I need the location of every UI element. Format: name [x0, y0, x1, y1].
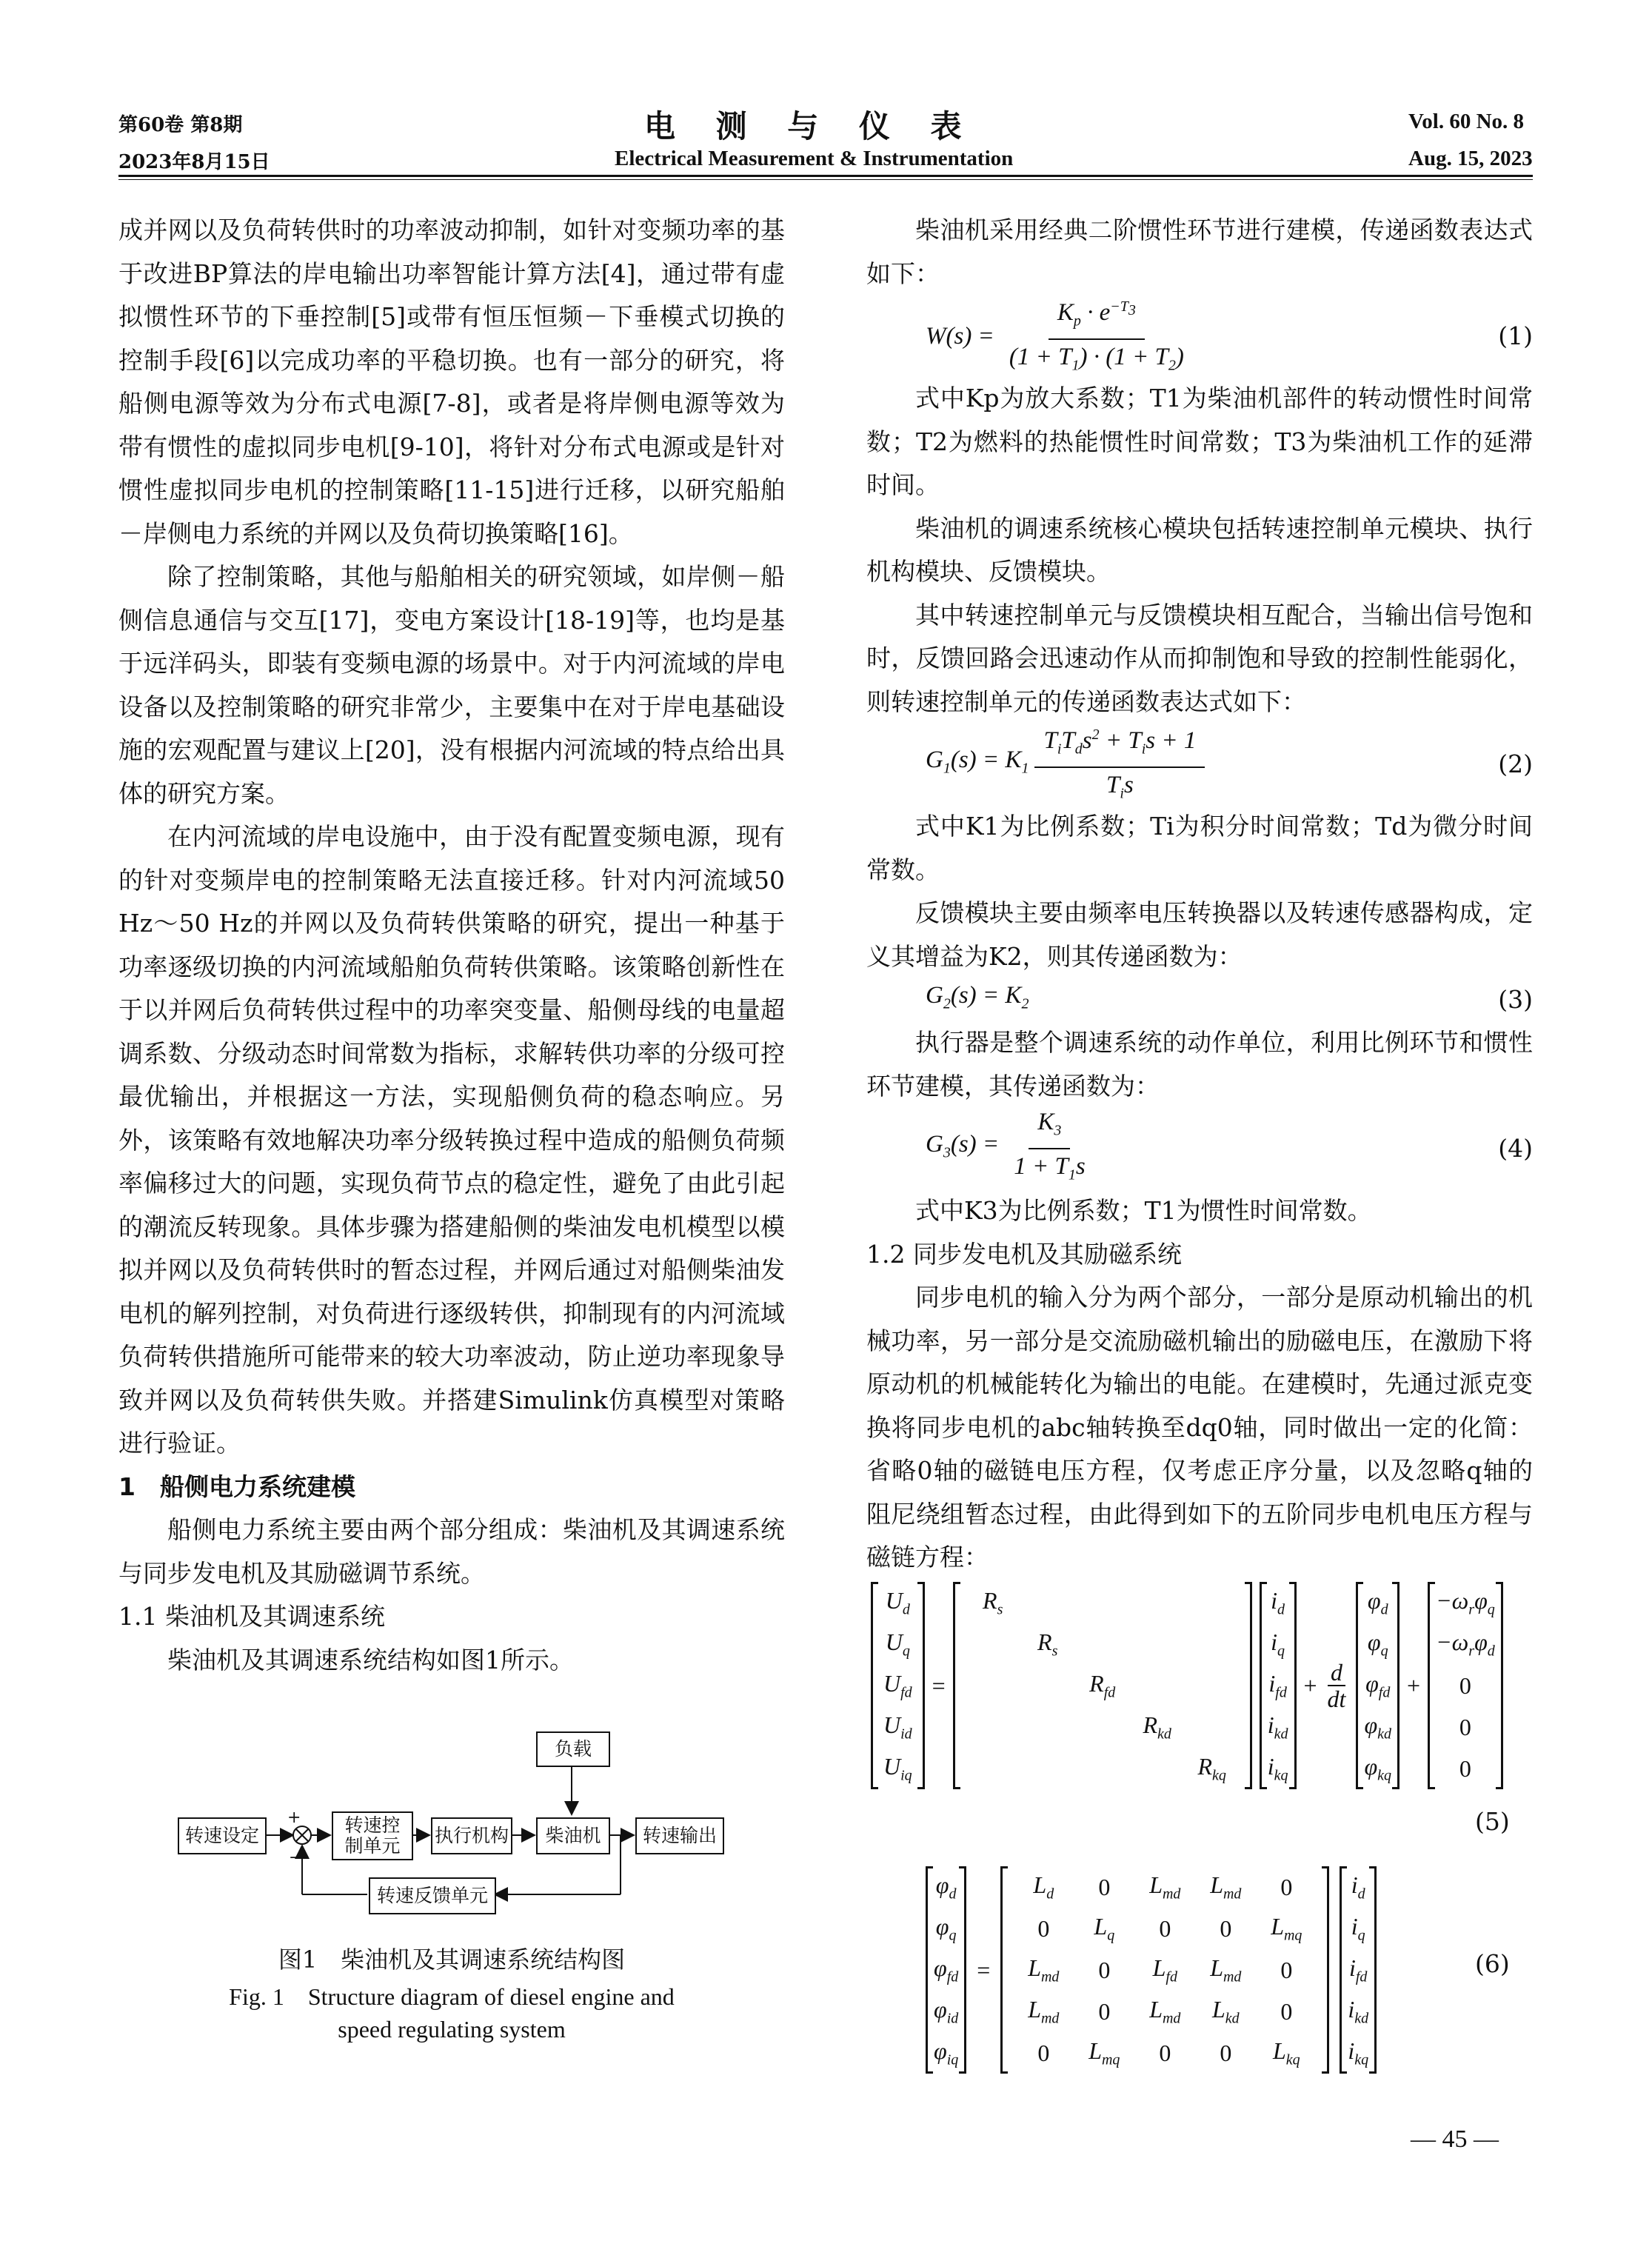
journal-vol-en: Vol. 60 No. 8 — [1408, 110, 1525, 133]
eq6-inductance-matrix: $L_d$ 0 $L_{md}$ $L_{md}$ 0 0 $L_q$ 0 0 $L_{mq}$ $L_{md}$ 0 $L_{fd}$ $L_{md}$ 0 $L_{md}$ 0 $L_{md}$ $L_{kd}$ 0 0 $L_{mq}$ 0 0 $L_{kq}$ — [1000, 1866, 1329, 2074]
paragraph: 式中Kp为放大系数；T1为柴油机部件的转动惯性时间常数；T2为燃料的热能惯性时间常数；T3为柴油机工作的延滞时间。 — [866, 384, 1533, 499]
eq2-num: $T_iT_ds^2 + T_is + 1$ — [1034, 718, 1205, 768]
equation-3 — [866, 978, 1533, 1021]
figure-caption-cn: 图1 柴油机及其调速系统结构图 — [278, 1946, 626, 1974]
page-number: — 45 — — [1411, 2125, 1499, 2153]
equation-6 — [926, 1851, 1488, 2088]
paragraph: 式中K1为比例系数；Ti为积分时间常数；Td为微分时间常数。 — [866, 812, 1533, 884]
sum-plus-sign: + — [287, 1809, 301, 1827]
eq2-number: (2) — [1498, 749, 1533, 778]
eq1-num: $K_p \cdot e^{-T_3}$ — [1049, 290, 1145, 340]
left-column — [118, 209, 785, 1682]
eq1-den: $(1 + T_1) \cdot (1 + T_2)$ — [1009, 344, 1184, 374]
eq6-flux-vector: $\varphi_d$ $\varphi_q$ $\varphi_{fd}$ $\varphi_{id}$ $\varphi_{iq}$ — [926, 1866, 966, 2074]
paragraph: 式中K3为比例系数；T1为惯性时间常数。 — [915, 1196, 1372, 1225]
eq5-current-vector: $i_d$ $i_q$ $i_{fd}$ $i_{kd}$ $i_{kq}$ — [1260, 1582, 1297, 1789]
eq5-derivative: $\frac{d}{dt}$ — [1327, 1659, 1346, 1712]
eq6-equals: = — [977, 1956, 991, 1983]
equation-1 — [866, 295, 1533, 377]
equation-4 — [866, 1108, 1533, 1189]
eq6-number: (6) — [1475, 1949, 1510, 1978]
box-speed-output: 转速输出 — [635, 1817, 724, 1854]
eq3-body: $G_2(s) = K_2$ — [926, 981, 1029, 1012]
eq4-lhs: $G_3(s)$ = — [926, 1130, 1000, 1161]
eq3-number: (3) — [1498, 984, 1533, 1014]
figure-caption-en-2: speed regulating system — [338, 2016, 566, 2043]
right-column — [866, 209, 1533, 1580]
box-ctrl-line2: 制单元 — [344, 1835, 401, 1857]
eq4-num: $K_3$ — [1029, 1105, 1070, 1149]
eq5-equals: = — [932, 1671, 946, 1699]
eq2-den: $T_is$ — [1106, 772, 1134, 802]
paragraph: 柴油机及其调速系统结构如图1所示。 — [167, 1645, 574, 1674]
journal-date-en: Aug. 15, 2023 — [1408, 147, 1533, 170]
paragraph: 柴油机采用经典二阶惯性环节进行建模，传递函数表达式如下： — [866, 216, 1533, 288]
paragraph: 同步电机的输入分为两个部分，一部分是原动机输出的机械功率，另一部分是交流励磁机输出的励磁电压，在激励下将原动机的机械能转化为输出的电能。在建模时，先通过派克变换将同步电机的abc轴转换至dq0轴，同时做出一定的化简：省略0轴的磁链电压方程，仅考虑正序分量，以及忽略q轴的阻尼绕组暂态过程，由此得到如下的五阶同步电机电压方程与磁链方程： — [866, 1283, 1533, 1572]
eq5-plus-2: + — [1407, 1671, 1421, 1699]
eq4-den: $1 + T_1s$ — [1014, 1153, 1086, 1183]
eq1-number: (1) — [1498, 321, 1533, 350]
eq1-lhs: W(s) = — [926, 322, 994, 350]
eq5-speed-vector: $-\omega_r\varphi_q$ $-\omega_r\varphi_d$ 0 0 0 — [1428, 1582, 1503, 1789]
section-heading: 1 船侧电力系统建模 — [118, 1472, 355, 1501]
box-speed-setting: 转速设定 — [178, 1817, 267, 1854]
eq6-current-vector: $i_d$ $i_q$ $i_{fd}$ $i_{kd}$ $i_{kq}$ — [1340, 1866, 1377, 2074]
paragraph: 船侧电力系统主要由两个部分组成：柴油机及其调速系统与同步发电机及其励磁调节系统。 — [118, 1515, 785, 1588]
box-load: 负载 — [536, 1731, 610, 1767]
header-rule-thin — [118, 179, 1533, 180]
paragraph: 成并网以及负荷转供时的功率波动抑制，如针对变频功率的基于改进BP算法的岸电输出功率智能计算方法[4]，通过带有虚拟惯性环节的下垂控制[5]或带有恒压恒频－下垂模式切换的控制手段[6]以完成功率的平稳切换。也有一部分的研究，将船侧电源等效为分布式电源[7-8]，或者是将岸侧电源等效为带有惯性的虚拟同步电机[9-10]，将针对分布式电源或是针对惯性虚拟同步电机的控制策略[11-15]进行迁移，以研究船舶－岸侧电力系统的并网以及负荷切换策略[16]。 — [118, 216, 785, 548]
figure-caption-en-1: Fig. 1 Structure diagram of diesel engine and — [229, 1983, 675, 2010]
box-speed-control-unit — [332, 1811, 413, 1860]
journal-title-cn: 电 测 与 仪 表 — [644, 108, 977, 144]
paragraph: 在内河流域的岸电设施中，由于没有配置变频电源，现有的针对变频岸电的控制策略无法直接迁移。针对内河流域50 Hz～50 Hz的并网以及负荷转供策略的研究，提出一种基于功率逐级切换的内河流域船舶负荷转供策略。该策略创新性在于以并网后负荷转供过程中的功率突变量、船侧母线的电量超调系数、分级动态时间常数为指标，求解转供功率的分级可控最优输出，并根据这一方法，实现船侧负荷的稳态响应。另外，该策略有效地解决功率分级转换过程中造成的船侧负荷频率偏移过大的问题，实现负荷节点的稳定性，避免了由此引起的潮流反转现象。具体步骤为搭建船侧的柴油发电机模型以模拟并网以及负荷转供时的暂态过程，并网后通过对船侧柴油发电机的解列控制，对负荷进行逐级转供，抑制现有的内河流域负荷转供措施所可能带来的较大功率波动，防止逆功率现象导致并网以及负荷转供失败。并搭建Simulink仿真模型对策略进行验证。 — [118, 822, 785, 1457]
header-rule — [118, 175, 1533, 177]
eq5-voltage-vector: $U_d$ $U_q$ $U_{fd}$ $U_{id}$ $U_{iq}$ — [871, 1582, 925, 1789]
journal-volume: 第60卷 第8期 — [118, 114, 243, 136]
eq2-frac — [1034, 718, 1205, 810]
eq5-flux-vector: $\varphi_d$ $\varphi_q$ $\varphi_{fd}$ $\varphi_{kd}$ $\varphi_{kq}$ — [1356, 1582, 1399, 1789]
subsection-heading: 1.1 柴油机及其调速系统 — [118, 1602, 385, 1631]
eq5-resistance-matrix: $R_s$ $R_s$ $R_{fd}$ $R_{kd}$ $R_{kq}$ — [953, 1582, 1252, 1789]
paragraph: 执行器是整个调速系统的动作单位，利用比例环节和惯性环节建模，其传递函数为： — [866, 1028, 1533, 1101]
equation-5 — [871, 1567, 1537, 1804]
paragraph: 反馈模块主要由频率电压转换器以及转速传感器构成，定义其增益为K2，则其传递函数为： — [866, 898, 1533, 971]
box-actuator: 执行机构 — [431, 1817, 512, 1854]
equation-2 — [866, 724, 1533, 805]
paragraph: 除了控制策略，其他与船舶相关的研究领域，如岸侧－船侧信息通信与交互[17]，变电方案设计[18-19]等，也均是基于远洋码头，即装有变频电源的场景中。对于内河流域的岸电设备以及控制策略的研究非常少，主要集中在对于岸电基础设施的宏观配置与建议上[20]，没有根据内河流域的特点给出具体的研究方案。 — [118, 562, 785, 808]
journal-date: 2023年8月15日 — [118, 151, 270, 173]
journal-title-en: Electrical Measurement & Instrumentation — [615, 147, 1014, 170]
sum-minus-sign: − — [289, 1848, 303, 1867]
paragraph: 其中转速控制单元与反馈模块相互配合，当输出信号饱和时，反馈回路会迅速动作从而抑制饱和导致的控制性能弱化，则转速控制单元的传递函数表达式如下： — [866, 600, 1533, 716]
box-diesel-engine: 柴油机 — [536, 1817, 610, 1854]
eq2-lhs: $G_1(s) = K_1$ — [926, 746, 1029, 777]
figure-1 — [178, 1726, 740, 1918]
eq5-plus-d: + — [1303, 1671, 1317, 1699]
eq4-frac — [1005, 1105, 1094, 1192]
box-speed-feedback: 转速反馈单元 — [369, 1877, 496, 1914]
subsection-heading: 1.2 同步发电机及其励磁系统 — [866, 1239, 1182, 1269]
paragraph: 柴油机的调速系统核心模块包括转速控制单元模块、执行机构模块、反馈模块。 — [866, 513, 1533, 586]
eq5-number: (5) — [1475, 1807, 1510, 1836]
box-ctrl-line1: 转速控 — [344, 1814, 401, 1836]
eq4-number: (4) — [1498, 1133, 1533, 1163]
eq1-frac — [1000, 290, 1193, 382]
